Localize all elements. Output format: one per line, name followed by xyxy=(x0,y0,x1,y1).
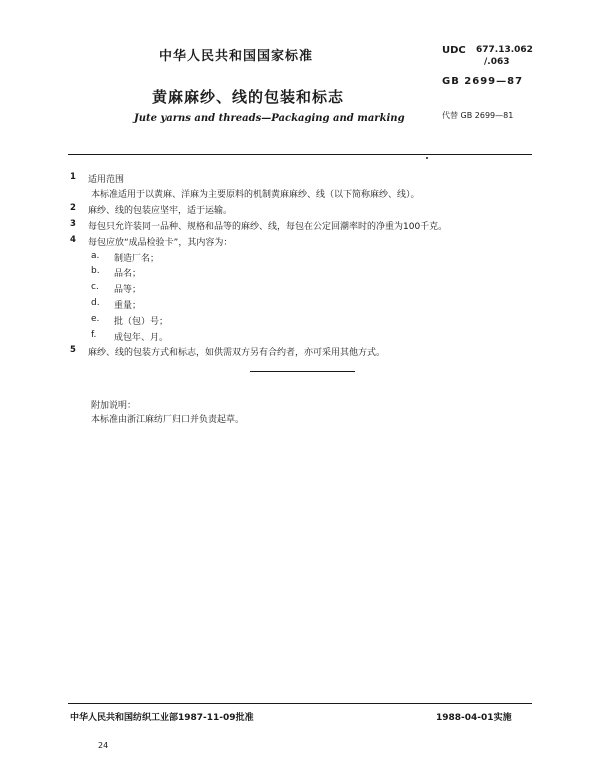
section-2-text: 麻纱、线的包装应坚牢，适于运输。 xyxy=(88,206,233,216)
section-1-heading: 适用范围 xyxy=(88,175,125,185)
document-title-english: Jute yarns and threads—Packaging and marking xyxy=(134,113,405,124)
udc-code-line1: 677.13.062 xyxy=(476,45,533,55)
list-item: 重量； xyxy=(114,301,142,311)
udc-label: UDC xyxy=(442,45,466,56)
udc-code-line2: /.063 xyxy=(484,57,510,67)
notes-heading: 附加说明： xyxy=(91,401,137,411)
standard-organization: 中华人民共和国国家标准 xyxy=(159,49,314,64)
list-item-letter: e. xyxy=(91,314,100,324)
list-item: 成包年、月。 xyxy=(114,333,169,343)
list-item: 品等； xyxy=(114,285,142,295)
list-item: 制造厂名； xyxy=(114,254,160,264)
list-item: 批（包）号； xyxy=(114,317,169,327)
list-item-letter: a. xyxy=(91,251,100,261)
section-4-text: 每包应放“成品检验卡”，其内容为： xyxy=(88,238,233,248)
end-of-text-divider xyxy=(250,371,355,372)
section-1-text: 本标准适用于以黄麻、洋麻为主要原料的机制黄麻麻纱、线（以下简称麻纱、线）。 xyxy=(91,190,420,200)
document-title-chinese: 黄麻麻纱、线的包装和标志 xyxy=(152,88,345,106)
section-1-number: 1 xyxy=(70,172,76,182)
header-divider xyxy=(68,154,532,155)
section-5-number: 5 xyxy=(70,345,76,355)
notes-text: 本标准由浙江麻纺厂归口并负责起草。 xyxy=(91,415,245,425)
page-number: 24 xyxy=(98,741,109,750)
implementation-date: 1988-04-01实施 xyxy=(436,713,512,723)
replaces-standard: 代替 GB 2699—81 xyxy=(442,111,514,120)
section-5-text: 麻纱、线的包装方式和标志，如供需双方另有合约者，亦可采用其他方式。 xyxy=(88,348,386,358)
section-4-number: 4 xyxy=(70,235,76,245)
section-3-text: 每包只允许装同一品种、规格和品等的麻纱、线，每包在公定回潮率时的净重为100千克。 xyxy=(88,222,448,232)
approval-date: 中华人民共和国纺织工业部1987-11-09批准 xyxy=(70,713,254,723)
list-item-letter: c. xyxy=(91,282,99,292)
gb-standard-code: GB 2699—87 xyxy=(442,76,524,87)
list-item: 品名； xyxy=(114,269,142,279)
list-item-letter: d. xyxy=(91,298,100,308)
list-item-letter: b. xyxy=(91,266,100,276)
footer-divider xyxy=(68,703,532,704)
list-item-letter: f. xyxy=(91,330,97,340)
section-2-number: 2 xyxy=(70,203,76,213)
stray-dot-mark xyxy=(426,157,428,159)
section-3-number: 3 xyxy=(70,219,76,229)
